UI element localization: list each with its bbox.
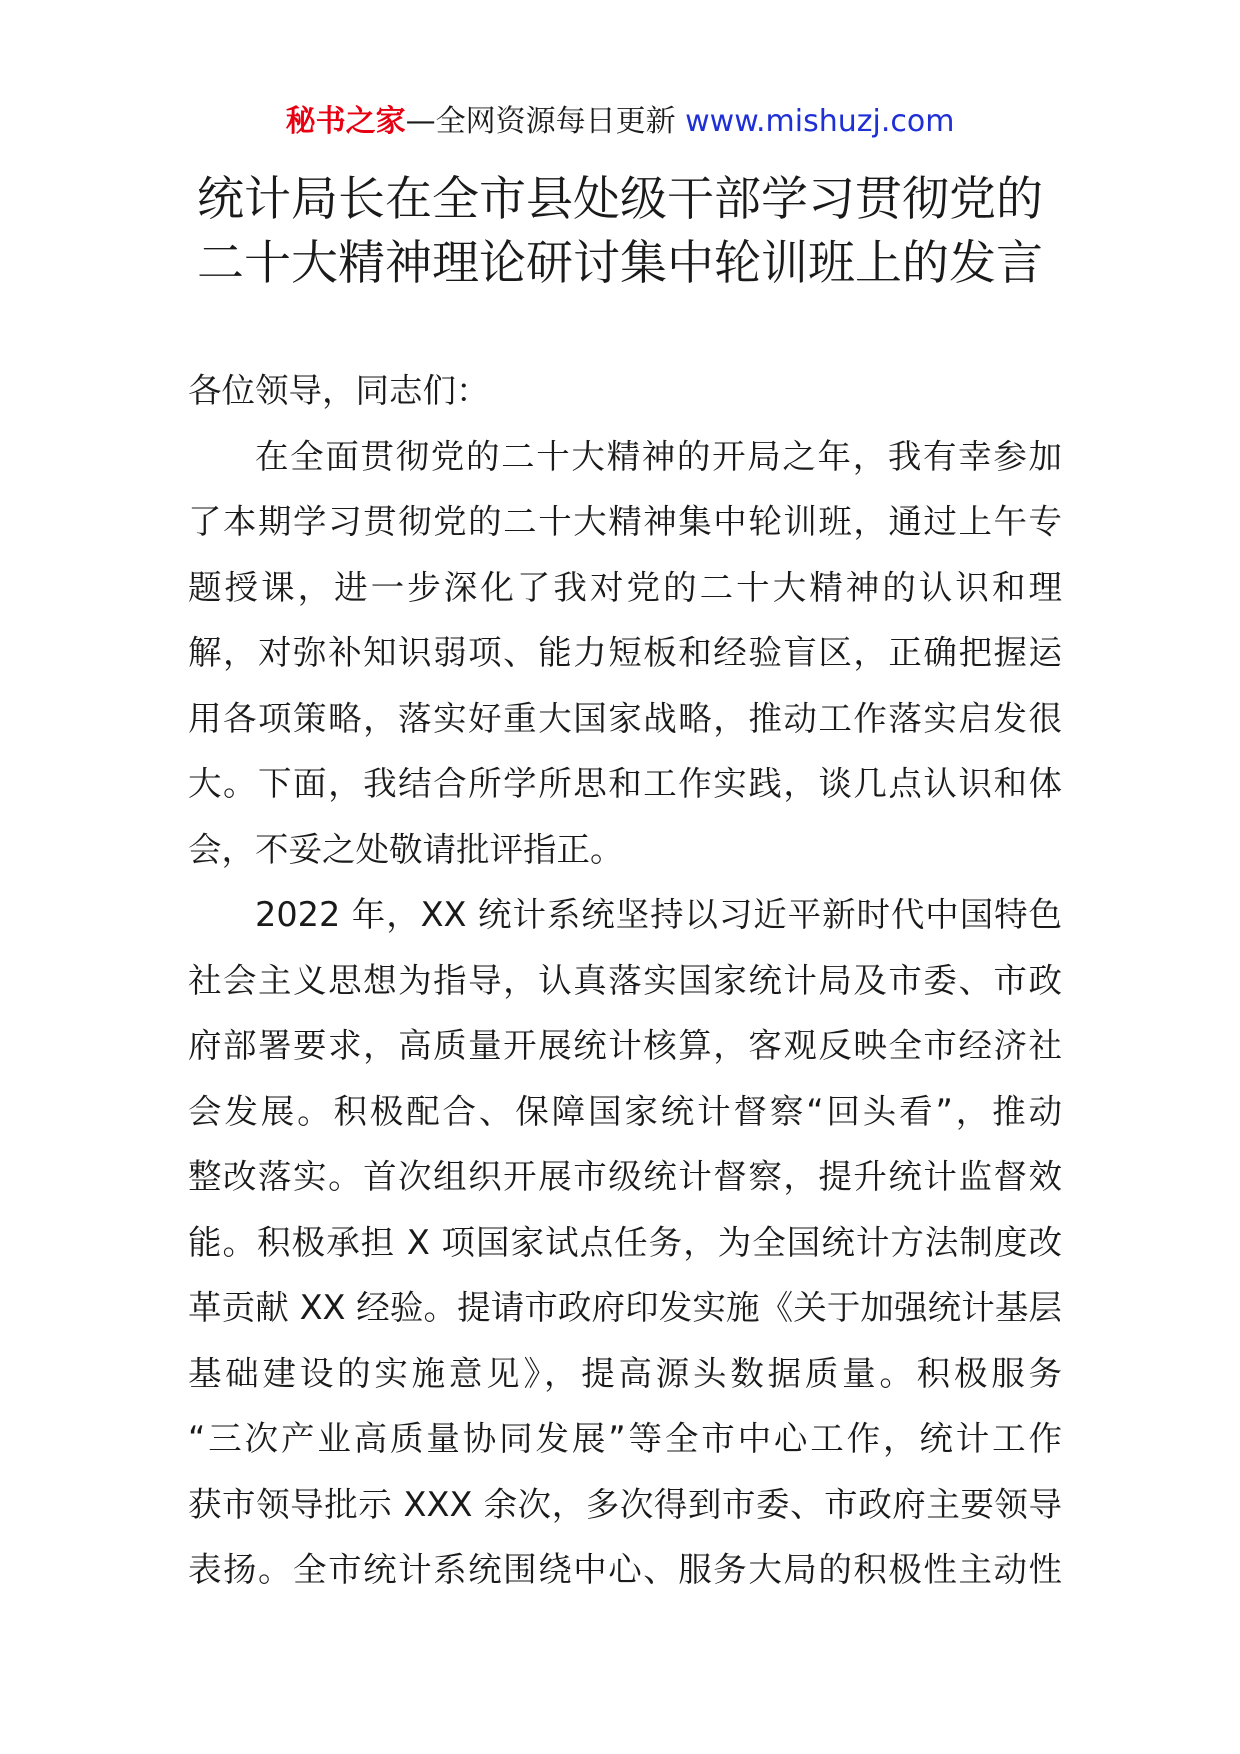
paragraph-line: 在全面贯彻党的二十大精神的开局之年，我有幸参加 [255,436,1062,476]
paragraph-line: “三次产业高质量协同发展”等全市中心工作，统计工作 [188,1419,1062,1458]
paragraph-line: 社会主义思想为指导，认真落实国家统计局及市委、市政 [188,960,1062,1000]
paragraph-1 [188,424,1062,883]
document-title [0,168,1240,296]
paragraph-line: 表扬。全市统计系统围绕中心、服务大局的积极性主动性 [188,1550,1062,1589]
paragraph-line: 府部署要求，高质量开展统计核算，客观反映全市经济社 [188,1026,1062,1065]
paragraph-line: 会，不妥之处敬请批评指正。 [188,829,624,869]
title-line: 二十大精神理论研讨集中轮训班上的发言 [197,236,1043,291]
paragraph-line: 大。下面，我结合所学所思和工作实践，谈几点认识和体 [188,764,1062,803]
site-header [0,102,1240,142]
paragraph-line: 能。积极承担 X 项国家试点任务，为全国统计方法制度改 [188,1222,1062,1262]
site-slogan: —全网资源每日更新 [405,104,676,139]
paragraph-line: 获市领导批示 XXX 余次，多次得到市委、市政府主要领导 [188,1484,1062,1524]
site-url[interactable]: www.mishuzj.com [685,104,955,139]
paragraph-line: 用各项策略，落实好重大国家战略，推动工作落实启发很 [188,698,1062,738]
paragraph-line: 会发展。积极配合、保障国家统计督察“回头看”，推动 [188,1091,1062,1131]
paragraph-2 [188,882,1062,1603]
paragraph-line: 革贡献 XX 经验。提请市政府印发实施《关于加强统计基层 [188,1288,1062,1327]
paragraph-line: 了本期学习贯彻党的二十大精神集中轮训班，通过上午专 [188,502,1062,541]
paragraph-line: 整改落实。首次组织开展市级统计督察，提升统计监督效 [188,1157,1062,1196]
salutation: 各位领导，同志们： [188,371,490,410]
paragraph-line: 题授课，进一步深化了我对党的二十大精神的认识和理 [188,567,1062,607]
paragraph-line: 2022 年，XX 统计系统坚持以习近平新时代中国特色 [255,895,1062,934]
site-brand: 秘书之家 [285,104,406,139]
paragraph-line: 解，对弥补知识弱项、能力短板和经验盲区，正确把握运 [188,633,1062,672]
document-body [188,358,1062,1603]
title-line: 统计局长在全市县处级干部学习贯彻党的 [197,172,1043,227]
paragraph-line: 基础建设的实施意见》，提高源头数据质量。积极服务 [188,1353,1062,1393]
